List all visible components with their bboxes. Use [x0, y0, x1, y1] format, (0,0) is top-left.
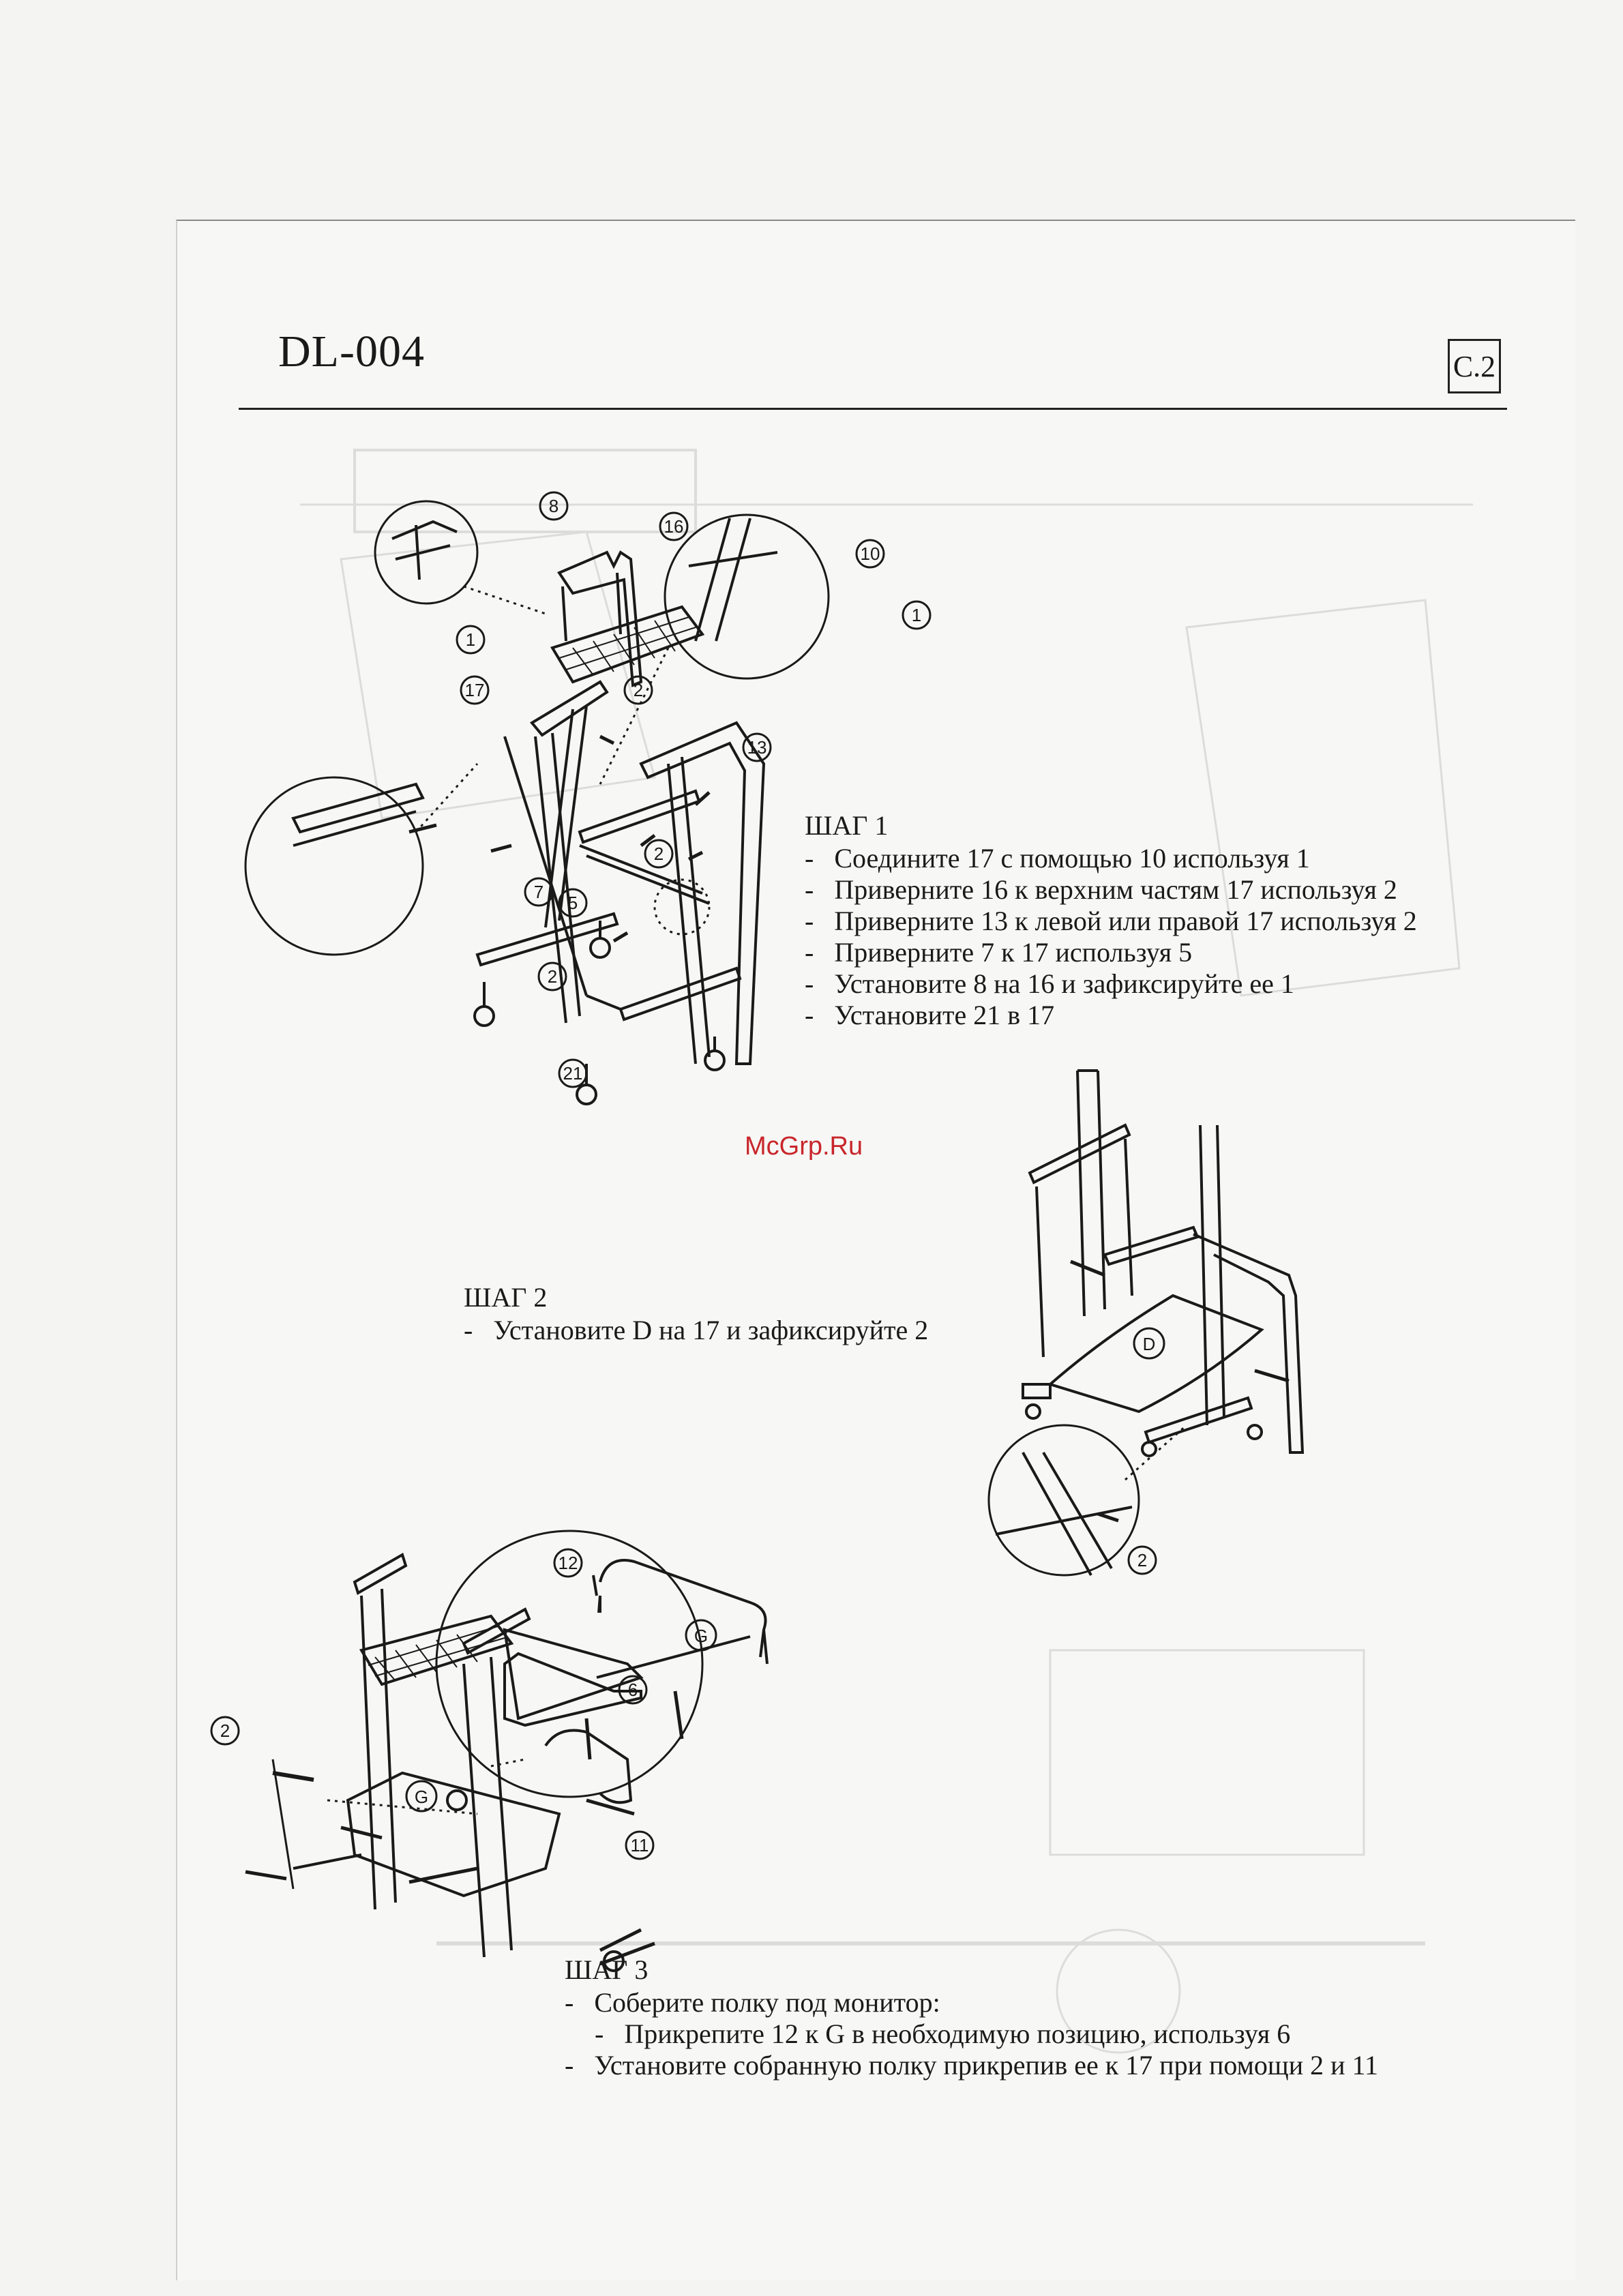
step2-title: ШАГ 2	[464, 1282, 548, 1313]
callout-17	[461, 676, 488, 704]
callout-12	[554, 1549, 582, 1577]
step1-item: - Приверните 16 к верхним частям 17 используя 2	[805, 874, 1417, 906]
callout-11	[626, 1832, 653, 1859]
step1-item: - Установите 21 в 17	[805, 1000, 1417, 1031]
callout-G-shelf	[406, 1781, 436, 1811]
svg-text:D: D	[1142, 1334, 1156, 1354]
callout-21	[559, 1060, 586, 1087]
step3-instructions	[565, 1954, 1378, 2081]
svg-text:G: G	[414, 1787, 429, 1807]
watermark: McGrp.Ru	[745, 1132, 863, 1161]
svg-text:13: 13	[747, 737, 767, 758]
header-rule	[239, 408, 1507, 410]
page-number-box: C.2	[1448, 339, 1501, 393]
step2-instructions	[464, 1282, 928, 1346]
model-title: DL-004	[278, 327, 425, 376]
step3-subitem: - Прикрепите 12 к G в необходимую позицию, используя 6	[565, 2018, 1378, 2050]
callout-2b	[645, 840, 672, 867]
callout-13	[743, 734, 771, 761]
step3-assembly-diagram	[205, 1487, 818, 1964]
callout-16	[660, 513, 687, 540]
step1-item: - Приверните 7 к 17 используя 5	[805, 937, 1417, 968]
svg-text:2: 2	[653, 844, 664, 864]
svg-text:6: 6	[627, 1680, 638, 1700]
callout-7	[525, 878, 552, 906]
callout-G	[686, 1620, 716, 1650]
step1-item: - Соедините 17 с помощью 10 используя 1	[805, 843, 1417, 874]
callout-2c	[539, 963, 566, 990]
step2-item: - Установите D на 17 и зафиксируйте 2	[464, 1315, 928, 1346]
svg-text:7: 7	[533, 882, 544, 902]
callout-5	[559, 889, 586, 916]
svg-text:10: 10	[860, 543, 880, 564]
svg-text:2: 2	[1137, 1550, 1148, 1570]
svg-text:1: 1	[911, 605, 922, 625]
step3-item: - Установите собранную полку прикрепив ее к 17 при помощи 2 и 11	[565, 2050, 1378, 2081]
step1-item: - Приверните 13 к левой или правой 17 используя 2	[805, 906, 1417, 937]
step2-assembly-diagram	[968, 1071, 1323, 1582]
callout-8	[540, 492, 567, 520]
callout-1	[457, 626, 484, 653]
svg-text:11: 11	[630, 1835, 649, 1855]
step3-title: ШАГ 3	[565, 1954, 649, 1985]
step1-title: ШАГ 1	[805, 810, 889, 841]
svg-text:16: 16	[664, 516, 684, 537]
svg-text:2: 2	[633, 680, 644, 700]
callout-2	[1129, 1547, 1156, 1574]
svg-text:12: 12	[558, 1553, 578, 1573]
callout-10	[857, 540, 884, 567]
svg-text:21: 21	[563, 1063, 583, 1084]
svg-text:2: 2	[547, 966, 558, 987]
step1-instructions	[805, 810, 1417, 1031]
callout-2	[211, 1717, 239, 1744]
step3-item: - Соберите полку под монитор:	[565, 1987, 1378, 2018]
svg-text:G: G	[694, 1626, 709, 1646]
callout-2	[625, 676, 652, 704]
callout-D	[1134, 1328, 1164, 1358]
step1-item: - Установите 8 на 16 и зафиксируйте ее 1	[805, 968, 1417, 1000]
svg-text:2: 2	[220, 1720, 230, 1741]
svg-text:17: 17	[464, 680, 485, 700]
svg-text:8: 8	[548, 496, 559, 516]
svg-text:5: 5	[567, 893, 578, 913]
svg-text:1: 1	[465, 629, 476, 650]
